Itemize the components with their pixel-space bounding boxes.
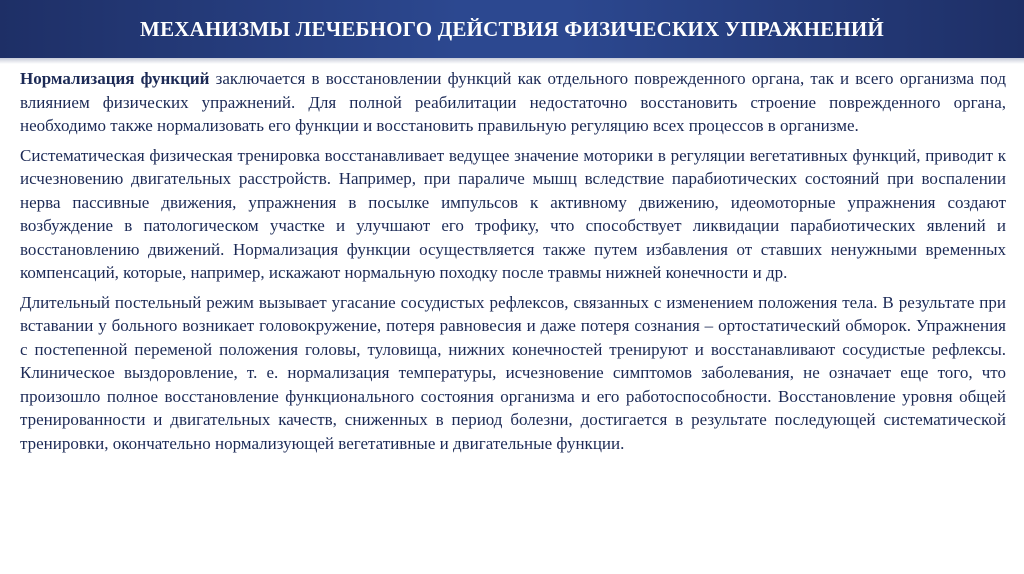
paragraph-systematic-training: Систематическая физическая тренировка восстанавливает ведущее значение моторики в регуляции вегетативных функций, приводит к исчезновению двигательных расстройств. Например, при параличе мышц вследствие парабиотических состояний при воспалении нерва пассивные движения, упражнения в посылке импульсов к активному движению, идеомоторные упражнения создают возбуждение в патологическом участке и улучшают его трофику, что способствует ликвидации парабиотических явлений и восстановлению движений. Нормализация функции осуществляется также путем избавления от ставших ненужными временных компенсаций, которые, например, искажают нормальную походку после травмы нижней конечности и др. (20, 145, 1006, 282)
paragraph-normalization (20, 67, 1006, 138)
paragraph-bed-rest: Длительный постельный режим вызывает угасание сосудистых рефлексов, связанных с изменением положения тела. В результате при вставании у больного возникает головокружение, потеря равновесия и даже потеря сознания – ортостатический обморок. Упражнения с постепенной переменой положения головы, туловища, нижних конечностей тренируют и восстанавливают сосудистые рефлексы. Клиническое выздоровление, т. е. нормализация температуры, исчезновение симптомов заболевания, не означает еще того, что произошло полное восстановление функционального состояния организма и его работоспособности. Восстановление уровня общей тренированности и двигательных качеств, сниженных в период болезни, достигается в результате последующей систематической тренировки, окончательно нормализующей вегетативные и двигательные функции. (20, 292, 1006, 453)
slide-title-bar (0, 0, 1024, 58)
slide-title: МЕХАНИЗМЫ ЛЕЧЕБНОГО ДЕЙСТВИЯ ФИЗИЧЕСКИХ УПРАЖНЕНИЙ (140, 16, 884, 41)
term-normalization: Нормализация функций (20, 69, 210, 88)
paragraph-normalization-text: заключается в восстановлении функций как отдельного поврежденного органа, так и всего организма под влиянием физических упражнений. Для полной реабилитации недостаточно восстановить строение поврежденного органа, необходимо также нормализовать его функции и восстановить правильную регуляцию всех процессов в организме. (20, 69, 1006, 135)
slide-body (20, 67, 1006, 461)
title-bar-shadow (0, 58, 1024, 64)
